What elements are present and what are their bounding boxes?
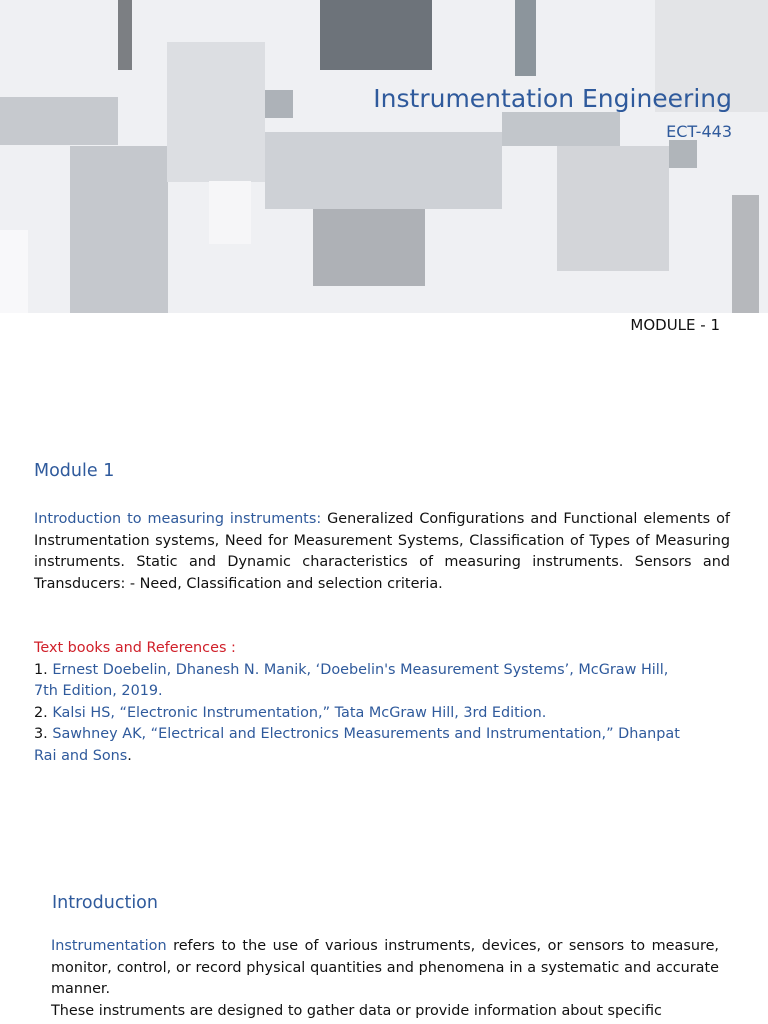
decor-block [502, 112, 620, 146]
course-code: ECT-443 [666, 122, 732, 141]
header-banner [0, 0, 768, 313]
decor-block [265, 132, 502, 209]
decor-block [209, 181, 251, 244]
introduction-paragraph-next: These instruments are designed to gather data or provide information about specific [51, 1003, 662, 1019]
decor-block [118, 0, 132, 70]
decor-block [167, 42, 265, 182]
reference-item [34, 703, 714, 725]
reference-tail: . [127, 747, 132, 764]
references-block [34, 638, 714, 767]
decor-block [70, 146, 168, 313]
reference-text: Ernest Doebelin, Dhanesh N. Manik, ‘Doebelin's Measurement Systems’, McGraw Hill, [52, 661, 669, 678]
decor-block [732, 195, 759, 313]
decor-block [320, 0, 432, 70]
reference-text-continued: 7th Edition, 2019. [34, 683, 163, 699]
syllabus-lead: Introduction to measuring instruments: [34, 511, 322, 527]
decor-block [515, 0, 536, 76]
reference-text: Kalsi HS, “Electronic Instrumentation,” Tata McGraw Hill, 3rd Edition. [52, 704, 547, 721]
introduction-paragraph [51, 936, 719, 1001]
introduction-lead: Instrumentation [51, 938, 167, 954]
decor-block [0, 97, 118, 145]
syllabus-paragraph [34, 509, 730, 595]
reference-number: 1. [34, 661, 53, 678]
introduction-body: refers to the use of various instruments, devices, or sensors to measure, monitor, control, or record physical quantities and phenomena in a systematic and accurate manner. [51, 938, 719, 997]
module-label: MODULE - 1 [630, 316, 720, 334]
section-heading-module: Module 1 [34, 461, 115, 481]
references-heading: Text books and References : [34, 640, 236, 656]
decor-block [0, 230, 28, 313]
reference-text: Sawhney AK, “Electrical and Electronics Measurements and Instrumentation,” Dhanpat [52, 726, 680, 742]
decor-block [313, 209, 425, 286]
section-heading-introduction: Introduction [52, 893, 158, 913]
reference-item [34, 660, 714, 682]
reference-item [34, 724, 714, 746]
decor-block [557, 146, 669, 271]
reference-text-continued: Rai and Sons [34, 747, 128, 764]
syllabus-body: Generalized Configurations and Functional elements of Instrumentation systems, Need for Measurement Systems, Classification of Types of Measuring instruments. Static and Dynamic characteristics of measuring instruments. Sensors and Transducers: - Need, Classification and selection criteria. [34, 511, 730, 592]
decor-block [669, 140, 697, 168]
decor-block [265, 90, 293, 118]
reference-number: 3. [34, 726, 53, 742]
reference-number: 2. [34, 704, 53, 721]
reference-item-continued [34, 746, 714, 768]
document-title: Instrumentation Engineering [373, 84, 732, 113]
